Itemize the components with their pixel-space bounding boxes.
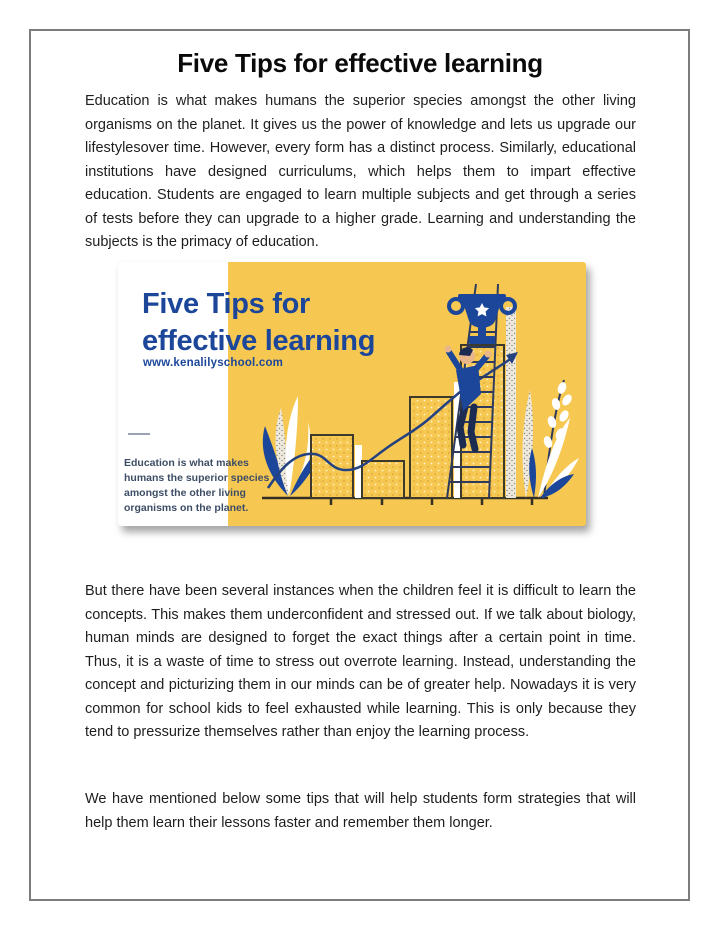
trophy-icon (449, 294, 515, 344)
banner-caption-line: organisms on the planet. (124, 502, 249, 514)
banner-image[interactable] (118, 262, 586, 526)
banner-title-line1: Five Tips for (142, 288, 310, 320)
banner-caption-line: humans the superior species (124, 472, 270, 484)
banner-title-line2: effective learning (142, 325, 376, 357)
banner-caption (124, 456, 274, 516)
banner-caption-line: Education is what makes (124, 457, 249, 469)
document-title: Five Tips for effective learning (177, 48, 543, 78)
banner-title (142, 286, 375, 360)
chart-axis (262, 498, 548, 505)
plant-right-icon (523, 380, 579, 498)
paragraph-body: But there have been several instances when the children feel it is difficult to learn the concepts. This makes them underconfident and stressed out. If we talk about biology, human minds are designed to forget the exact things after a certain point in time. Thus, it is a waste of time to stress out overrote learning. Instead, understanding the concept and picturizing them in our minds can be of greater help. Nowadays it is very common for school kids to feel exhausted while learning. This is only because they tend to pressurize themselves rather than enjoy the learning process. (85, 583, 636, 740)
paragraph-closing: We have mentioned below some tips that will help students form strategies that will help them learn their lessons faster and remember them longer. (85, 791, 636, 831)
banner-dash-divider (128, 433, 150, 435)
paragraph-intro: Education is what makes humans the superior species amongst the other living organisms on the planet. It gives us the power of knowledge and lets us upgrade our lifestylesover time. However, every form has a distinct process. Similarly, educational institutions have designed curriculums, which helps them to impart effective education. Students are engaged to learn multiple subjects and get through a series of tests before they can upgrade to a higher grade. Learning and understanding the subjects is the primacy of education. (85, 93, 636, 250)
banner-caption-line: amongst the other living (124, 487, 246, 499)
banner-website-url: www.kenalilyschool.com (143, 357, 284, 369)
